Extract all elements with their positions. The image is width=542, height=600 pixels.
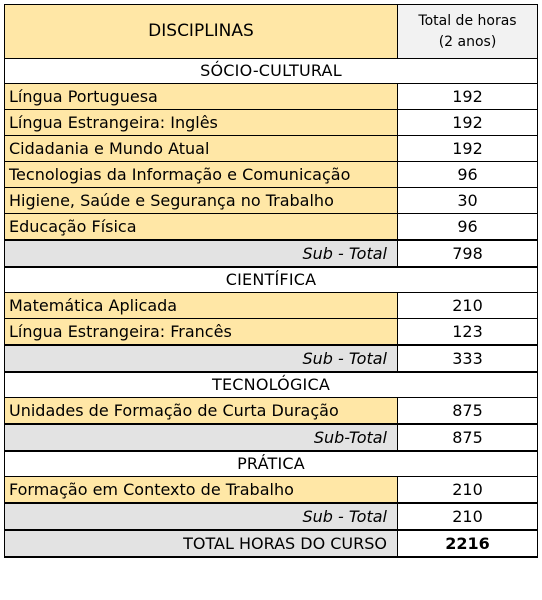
subtotal-label: Sub-Total [5, 424, 398, 451]
table-row [5, 214, 538, 241]
subtotal-label: Sub - Total [5, 240, 398, 267]
discipline-hours: 96 [398, 214, 538, 241]
discipline-name: Formação em Contexto de Trabalho [5, 477, 398, 504]
discipline-name: Tecnologias da Informação e Comunicação [5, 162, 398, 188]
section-title: TECNOLÓGICA [5, 372, 538, 398]
discipline-name: Língua Portuguesa [5, 84, 398, 110]
discipline-name: Educação Física [5, 214, 398, 241]
discipline-name: Higiene, Saúde e Segurança no Trabalho [5, 188, 398, 214]
table-row [5, 319, 538, 346]
subtotal-value: 798 [398, 240, 538, 267]
table-row [5, 110, 538, 136]
header-total-hours-line2: (2 anos) [438, 33, 497, 50]
header-row [5, 5, 538, 59]
subtotal-row-pratica [5, 503, 538, 530]
discipline-name: Língua Estrangeira: Francês [5, 319, 398, 346]
discipline-hours: 192 [398, 136, 538, 162]
discipline-hours: 123 [398, 319, 538, 346]
header-total-hours [398, 5, 538, 59]
discipline-hours: 96 [398, 162, 538, 188]
subtotal-label: Sub - Total [5, 345, 398, 372]
discipline-name: Unidades de Formação de Curta Duração [5, 398, 398, 425]
table-row [5, 84, 538, 110]
discipline-hours: 210 [398, 477, 538, 504]
section-title: SÓCIO-CULTURAL [5, 59, 538, 84]
discipline-hours: 192 [398, 110, 538, 136]
course-hours-table-wrapper [4, 4, 537, 558]
discipline-name: Língua Estrangeira: Inglês [5, 110, 398, 136]
discipline-hours: 875 [398, 398, 538, 425]
subtotal-row-tecnologica [5, 424, 538, 451]
header-total-hours-line1: Total de horas [418, 13, 517, 30]
section-header-socio-cultural [5, 59, 538, 84]
subtotal-label: Sub - Total [5, 503, 398, 530]
table-row [5, 398, 538, 425]
discipline-hours: 192 [398, 84, 538, 110]
section-title: PRÁTICA [5, 451, 538, 477]
table-row [5, 188, 538, 214]
table-row [5, 136, 538, 162]
course-hours-table [4, 4, 538, 558]
discipline-hours: 30 [398, 188, 538, 214]
table-row [5, 293, 538, 319]
section-header-pratica [5, 451, 538, 477]
section-title: CIENTÍFICA [5, 267, 538, 293]
table-row [5, 477, 538, 504]
discipline-name: Cidadania e Mundo Atual [5, 136, 398, 162]
course-total-label: TOTAL HORAS DO CURSO [5, 530, 398, 557]
section-header-tecnologica [5, 372, 538, 398]
course-total-value: 2216 [398, 530, 538, 557]
discipline-name: Matemática Aplicada [5, 293, 398, 319]
subtotal-row-socio-cultural [5, 240, 538, 267]
section-header-cientifica [5, 267, 538, 293]
subtotal-row-cientifica [5, 345, 538, 372]
subtotal-value: 210 [398, 503, 538, 530]
subtotal-value: 875 [398, 424, 538, 451]
discipline-hours: 210 [398, 293, 538, 319]
course-total-row [5, 530, 538, 557]
header-disciplinas: DISCIPLINAS [5, 5, 398, 59]
subtotal-value: 333 [398, 345, 538, 372]
table-row [5, 162, 538, 188]
